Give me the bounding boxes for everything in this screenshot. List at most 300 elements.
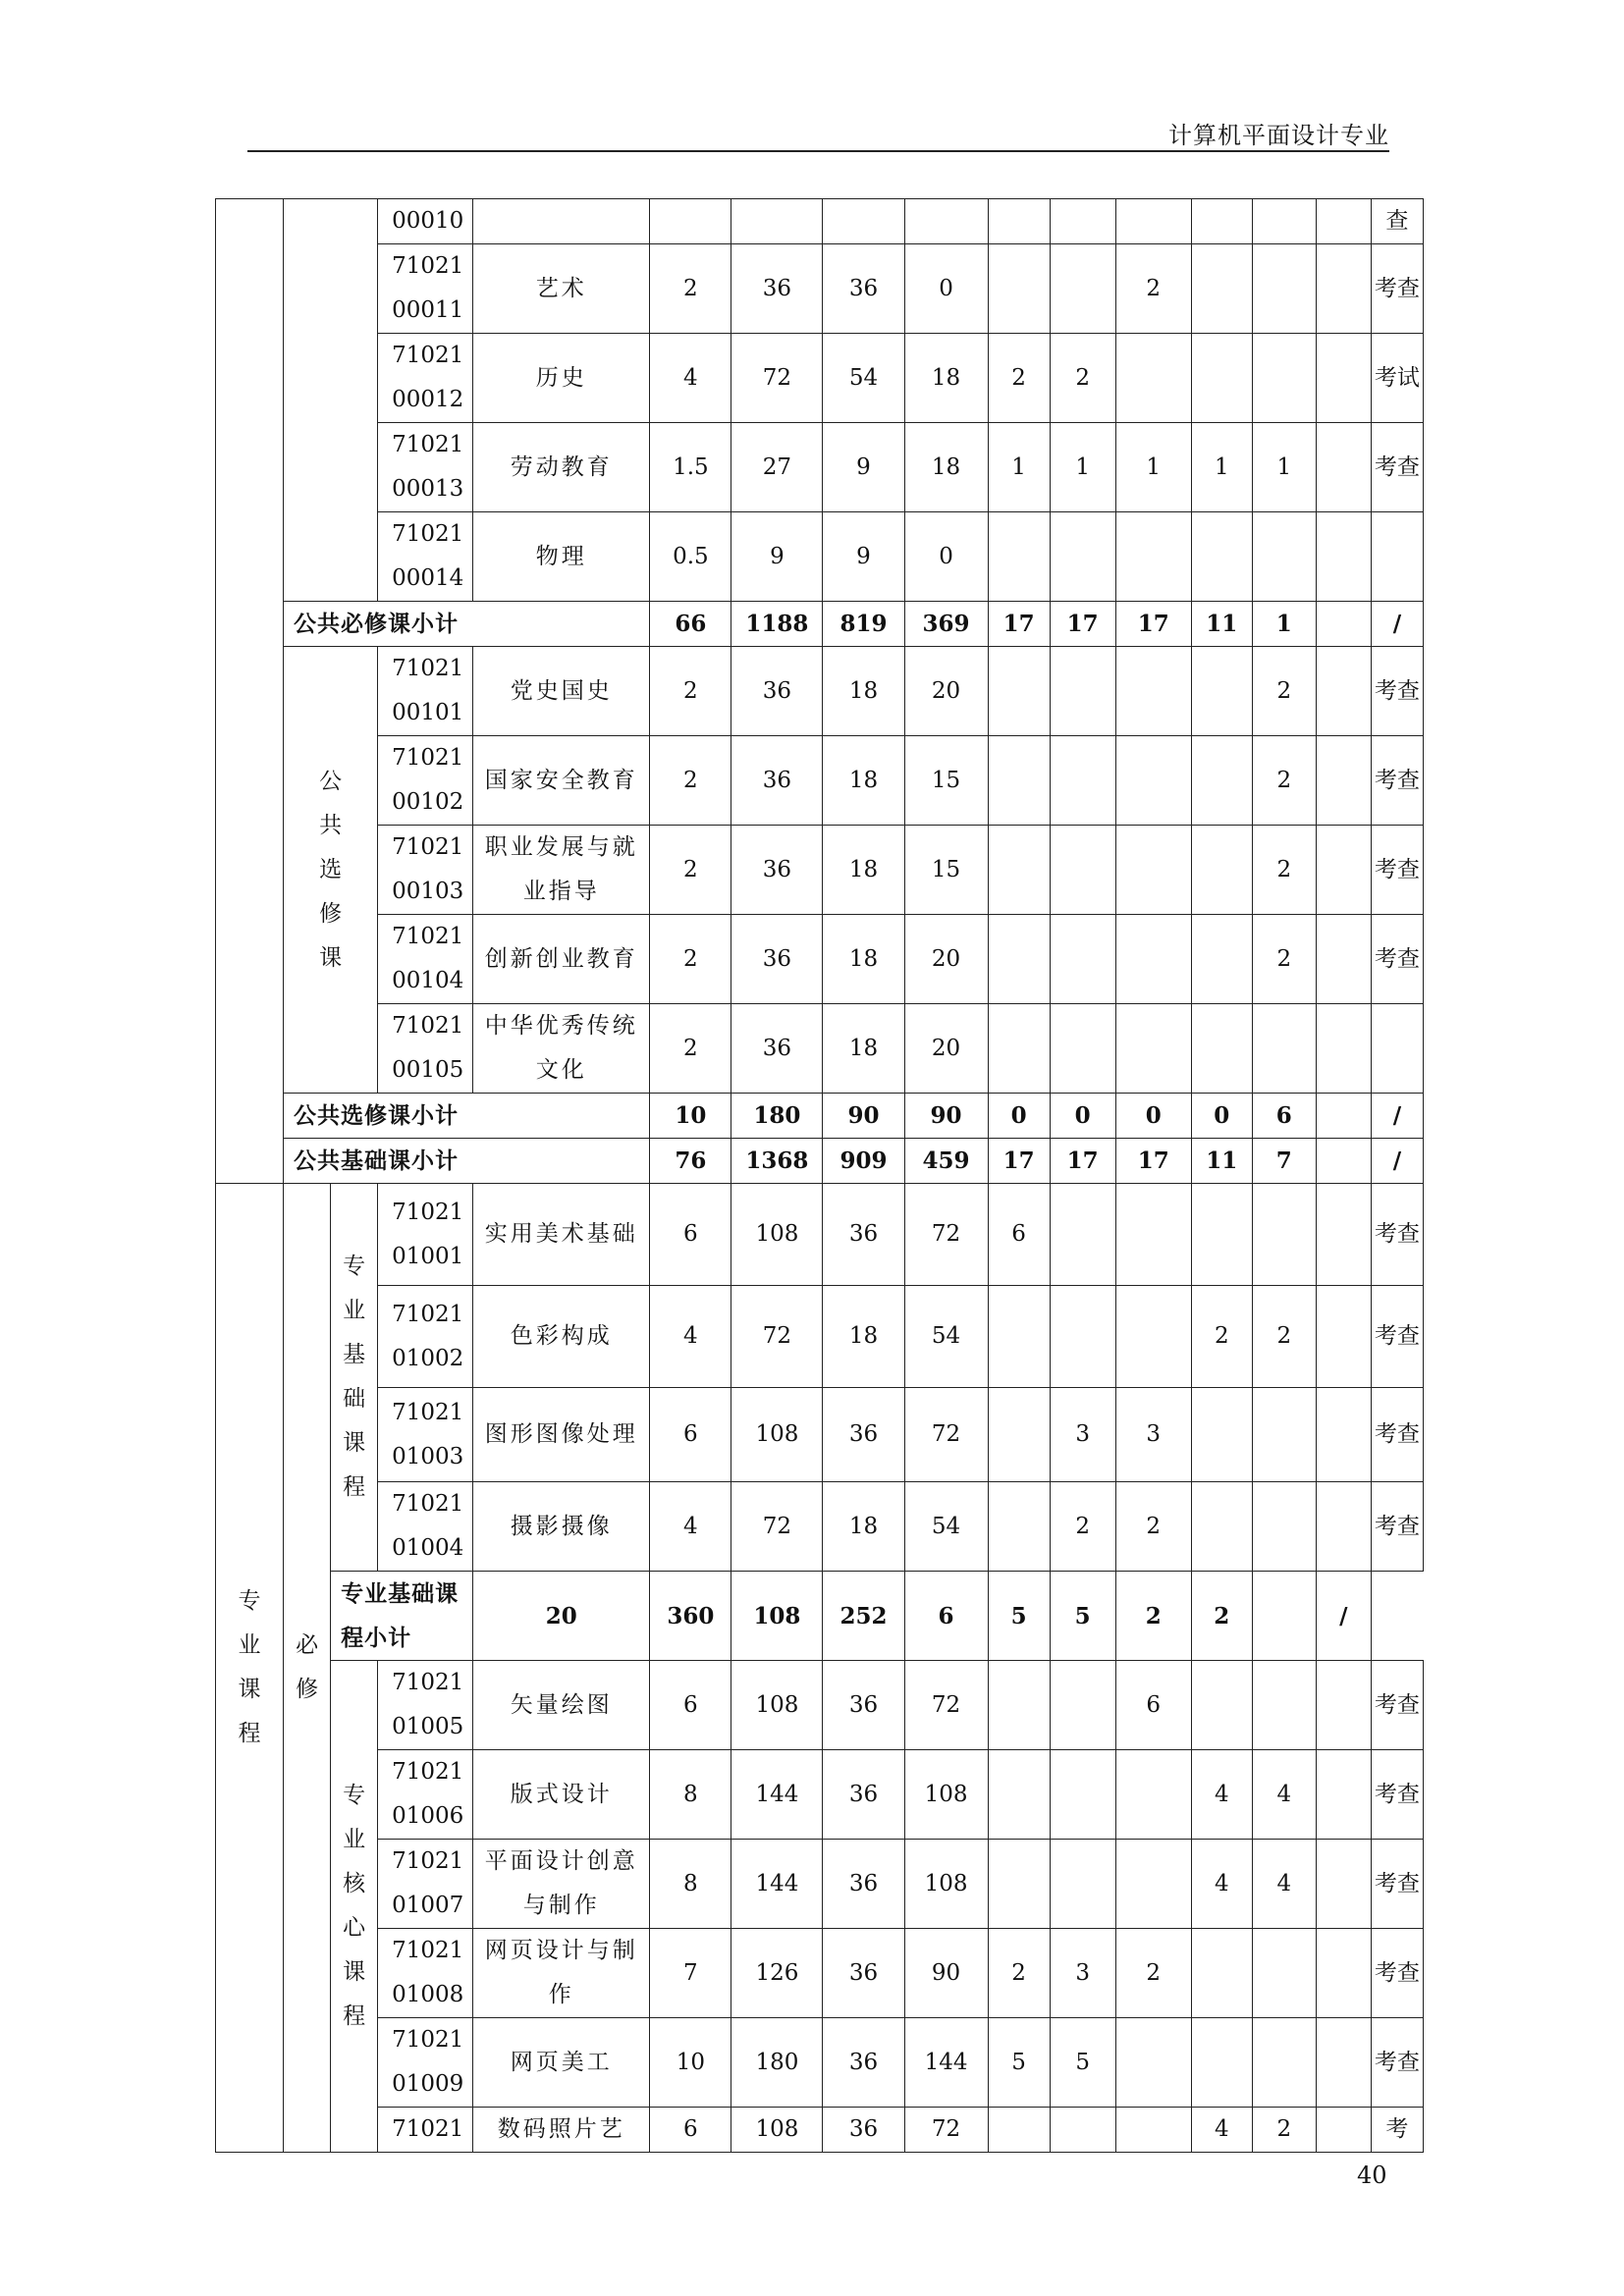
course-s2-cell	[1050, 199, 1115, 244]
course-s1-cell	[988, 199, 1050, 244]
subtotal-s4-cell: 2	[1115, 1572, 1191, 1661]
table-row	[216, 1388, 1424, 1482]
public-elective-category-cell	[284, 647, 378, 1094]
page-number: 40	[1357, 2162, 1387, 2189]
course-name-cell: 历史	[473, 334, 650, 423]
course-s1-cell	[988, 1750, 1050, 1840]
course-total-cell: 144	[731, 1840, 823, 1929]
course-code-cell: 71021 00103	[378, 826, 473, 915]
course-credits-cell: 7	[650, 1929, 731, 2018]
course-code-cell: 71021 00104	[378, 915, 473, 1004]
assessment-method-cell: 考查	[1371, 244, 1423, 334]
course-s4-cell	[1191, 334, 1252, 423]
table-row	[216, 647, 1424, 736]
course-s3-cell	[1115, 1750, 1191, 1840]
course-theory-cell: 18	[823, 647, 904, 736]
course-s6-cell	[1316, 244, 1371, 334]
course-total-cell: 27	[731, 423, 823, 512]
course-s6-cell	[1316, 423, 1371, 512]
course-s3-cell: 3	[1115, 1388, 1191, 1482]
course-s6-cell	[1316, 512, 1371, 602]
course-name-cell: 平面设计创意与制作	[473, 1840, 650, 1929]
course-s5-cell: 2	[1252, 826, 1316, 915]
table-row	[216, 199, 1424, 244]
course-s5-cell	[1252, 1184, 1316, 1286]
subtotal-s6-cell	[1316, 1139, 1371, 1184]
course-name-cell: 摄影摄像	[473, 1482, 650, 1572]
course-s5-cell: 2	[1252, 915, 1316, 1004]
document-header-title: 计算机平面设计专业	[1168, 122, 1389, 149]
course-name-cell: 职业发展与就业指导	[473, 826, 650, 915]
course-total-cell: 108	[731, 2108, 823, 2153]
course-name-cell: 劳动教育	[473, 423, 650, 512]
course-s3-cell: 2	[1115, 1929, 1191, 2018]
public-course-category-cell	[216, 199, 284, 1184]
course-credits-cell: 4	[650, 334, 731, 423]
course-total-cell: 72	[731, 334, 823, 423]
subtotal-s5-cell: 1	[1252, 602, 1316, 647]
course-practice-cell: 18	[904, 334, 988, 423]
subtotal-practice-cell: 369	[904, 602, 988, 647]
course-s4-cell	[1191, 2018, 1252, 2108]
course-theory-cell: 18	[823, 736, 904, 826]
course-s6-cell	[1316, 915, 1371, 1004]
course-s2-cell: 2	[1050, 334, 1115, 423]
table-row	[216, 2108, 1424, 2153]
course-s4-cell	[1191, 736, 1252, 826]
course-s4-cell: 4	[1191, 2108, 1252, 2153]
course-practice-cell: 15	[904, 736, 988, 826]
course-credits-cell: 2	[650, 1004, 731, 1094]
assessment-method-cell: 考查	[1371, 1840, 1423, 1929]
course-practice-cell: 20	[904, 647, 988, 736]
course-total-cell: 36	[731, 244, 823, 334]
course-s1-cell	[988, 244, 1050, 334]
course-s4-cell	[1191, 826, 1252, 915]
subtotal-theory-cell: 909	[823, 1139, 904, 1184]
course-total-cell: 36	[731, 826, 823, 915]
course-s2-cell	[1050, 1840, 1115, 1929]
course-s6-cell	[1316, 199, 1371, 244]
course-s6-cell	[1316, 1004, 1371, 1094]
course-s5-cell	[1252, 1004, 1316, 1094]
course-total-cell: 108	[731, 1388, 823, 1482]
course-theory-cell: 18	[823, 1004, 904, 1094]
subtotal-s3-cell: 17	[1115, 602, 1191, 647]
course-s6-cell	[1316, 1184, 1371, 1286]
course-credits-cell: 0.5	[650, 512, 731, 602]
course-name-cell: 国家安全教育	[473, 736, 650, 826]
course-code-cell: 71021 01002	[378, 1286, 473, 1388]
course-s5-cell	[1252, 1929, 1316, 2018]
course-name-cell: 艺术	[473, 244, 650, 334]
course-name-cell: 物理	[473, 512, 650, 602]
course-s3-cell	[1115, 1004, 1191, 1094]
course-s2-cell	[1050, 1661, 1115, 1750]
course-s4-cell	[1191, 1004, 1252, 1094]
subtotal-row	[216, 1094, 1424, 1139]
course-s1-cell	[988, 1482, 1050, 1572]
course-credits-cell: 6	[650, 1388, 731, 1482]
course-s6-cell	[1316, 647, 1371, 736]
table-row	[216, 334, 1424, 423]
course-s6-cell	[1316, 1840, 1371, 1929]
professional-course-category-cell-text: 专业课程	[238, 1588, 261, 1746]
course-s4-cell	[1191, 1388, 1252, 1482]
table-row	[216, 1004, 1424, 1094]
course-practice-cell: 72	[904, 2108, 988, 2153]
course-s3-cell	[1115, 2108, 1191, 2153]
course-s2-cell: 1	[1050, 423, 1115, 512]
course-s2-cell	[1050, 512, 1115, 602]
course-code-cell: 71021 01004	[378, 1482, 473, 1572]
subtotal-s3-cell: 0	[1115, 1094, 1191, 1139]
course-practice-cell: 15	[904, 826, 988, 915]
course-credits-cell: 4	[650, 1482, 731, 1572]
subtotal-label: 公共选修课小计	[284, 1094, 650, 1139]
course-code-cell: 71021 00011	[378, 244, 473, 334]
compulsory-category-cell-text: 必修	[296, 1632, 319, 1702]
course-s5-cell	[1252, 1482, 1316, 1572]
course-s2-cell	[1050, 2108, 1115, 2153]
compulsory-category-cell	[284, 1184, 331, 2153]
course-theory-cell: 36	[823, 2108, 904, 2153]
header-rule	[247, 150, 1389, 152]
subtotal-credits-cell: 20	[473, 1572, 650, 1661]
course-credits-cell: 2	[650, 647, 731, 736]
course-s4-cell: 4	[1191, 1840, 1252, 1929]
course-s1-cell	[988, 1840, 1050, 1929]
course-s1-cell	[988, 1004, 1050, 1094]
course-credits-cell: 4	[650, 1286, 731, 1388]
course-s2-cell: 3	[1050, 1929, 1115, 2018]
course-s4-cell	[1191, 647, 1252, 736]
course-s4-cell: 1	[1191, 423, 1252, 512]
course-practice-cell: 20	[904, 1004, 988, 1094]
subtotal-theory-cell: 819	[823, 602, 904, 647]
course-credits-cell: 6	[650, 1184, 731, 1286]
course-code-cell: 71021 01007	[378, 1840, 473, 1929]
course-credits-cell: 2	[650, 915, 731, 1004]
course-s6-cell	[1316, 1388, 1371, 1482]
course-s6-cell	[1316, 1661, 1371, 1750]
course-practice-cell	[904, 199, 988, 244]
course-schedule-table	[215, 198, 1424, 2153]
course-s4-cell	[1191, 1661, 1252, 1750]
course-s1-cell: 2	[988, 334, 1050, 423]
course-total-cell: 9	[731, 512, 823, 602]
course-practice-cell: 72	[904, 1661, 988, 1750]
subtotal-s5-cell: 7	[1252, 1139, 1316, 1184]
course-s2-cell	[1050, 826, 1115, 915]
course-theory-cell: 36	[823, 1661, 904, 1750]
course-s4-cell	[1191, 199, 1252, 244]
subtotal-practice-cell: 90	[904, 1094, 988, 1139]
course-practice-cell: 54	[904, 1482, 988, 1572]
course-s6-cell	[1316, 2018, 1371, 2108]
course-practice-cell: 144	[904, 2018, 988, 2108]
course-total-cell: 36	[731, 915, 823, 1004]
subtotal-assessment-cell: /	[1371, 1094, 1423, 1139]
course-table-body	[216, 199, 1424, 2153]
subtotal-s5-cell: 6	[1252, 1094, 1316, 1139]
subtotal-s5-cell: 2	[1191, 1572, 1252, 1661]
course-s2-cell	[1050, 244, 1115, 334]
course-name-cell: 党史国史	[473, 647, 650, 736]
course-total-cell: 72	[731, 1482, 823, 1572]
assessment-method-cell	[1371, 1004, 1423, 1094]
course-s4-cell	[1191, 512, 1252, 602]
assessment-method-cell: 考查	[1371, 1184, 1423, 1286]
course-s1-cell: 5	[988, 2018, 1050, 2108]
table-row	[216, 1184, 1424, 1286]
course-theory-cell: 18	[823, 826, 904, 915]
subtotal-s2-cell: 5	[988, 1572, 1050, 1661]
course-s2-cell	[1050, 1004, 1115, 1094]
professional-basic-group-cell-text: 专业基础课程	[343, 1254, 366, 1500]
course-credits-cell	[650, 199, 731, 244]
table-row	[216, 512, 1424, 602]
assessment-method-cell: 考查	[1371, 1929, 1423, 2018]
course-s5-cell: 2	[1252, 2108, 1316, 2153]
course-s3-cell: 1	[1115, 423, 1191, 512]
course-s2-cell: 2	[1050, 1482, 1115, 1572]
course-total-cell: 108	[731, 1184, 823, 1286]
course-total-cell: 108	[731, 1661, 823, 1750]
subtotal-s3-cell: 5	[1050, 1572, 1115, 1661]
table-row	[216, 826, 1424, 915]
course-s5-cell: 4	[1252, 1840, 1316, 1929]
course-theory-cell: 18	[823, 1482, 904, 1572]
assessment-method-cell: 考查	[1371, 736, 1423, 826]
course-practice-cell: 0	[904, 244, 988, 334]
course-s4-cell	[1191, 1482, 1252, 1572]
course-s3-cell	[1115, 736, 1191, 826]
course-name-cell: 图形图像处理	[473, 1388, 650, 1482]
course-practice-cell: 72	[904, 1388, 988, 1482]
course-practice-cell: 18	[904, 423, 988, 512]
course-theory-cell: 36	[823, 1840, 904, 1929]
course-s4-cell	[1191, 1184, 1252, 1286]
assessment-method-cell: 考查	[1371, 2018, 1423, 2108]
course-s5-cell	[1252, 2018, 1316, 2108]
table-row	[216, 915, 1424, 1004]
subtotal-label: 公共基础课小计	[284, 1139, 650, 1184]
course-s3-cell: 2	[1115, 244, 1191, 334]
assessment-method-cell: 考查	[1371, 423, 1423, 512]
course-code-cell: 71021 01006	[378, 1750, 473, 1840]
course-theory-cell: 9	[823, 512, 904, 602]
assessment-method-cell: 考	[1371, 2108, 1423, 2153]
course-code-cell: 71021 01003	[378, 1388, 473, 1482]
course-s5-cell	[1252, 244, 1316, 334]
course-s2-cell	[1050, 1750, 1115, 1840]
course-name-cell: 网页美工	[473, 2018, 650, 2108]
professional-core-group-cell-text: 专业核心课程	[343, 1783, 366, 2029]
course-credits-cell: 2	[650, 244, 731, 334]
course-code-cell: 71021	[378, 2108, 473, 2153]
course-s2-cell	[1050, 1184, 1115, 1286]
course-s3-cell	[1115, 512, 1191, 602]
subtotal-theory-cell: 108	[731, 1572, 823, 1661]
course-s5-cell	[1252, 512, 1316, 602]
course-s1-cell	[988, 736, 1050, 826]
subtotal-s2-cell: 17	[1050, 1139, 1115, 1184]
assessment-method-cell: 考查	[1371, 1482, 1423, 1572]
course-credits-cell: 1.5	[650, 423, 731, 512]
subtotal-s2-cell: 17	[1050, 602, 1115, 647]
course-theory-cell: 36	[823, 1929, 904, 2018]
subtotal-row	[216, 1572, 1424, 1661]
course-s3-cell: 6	[1115, 1661, 1191, 1750]
assessment-method-cell: 考查	[1371, 1661, 1423, 1750]
course-name-cell: 创新创业教育	[473, 915, 650, 1004]
course-total-cell: 36	[731, 1004, 823, 1094]
course-credits-cell: 2	[650, 826, 731, 915]
professional-basic-group-cell	[331, 1184, 378, 1572]
course-practice-cell: 54	[904, 1286, 988, 1388]
course-code-cell: 71021 00105	[378, 1004, 473, 1094]
table-row	[216, 1661, 1424, 1750]
course-s5-cell	[1252, 199, 1316, 244]
assessment-method-cell: 考查	[1371, 1286, 1423, 1388]
course-s6-cell	[1316, 1929, 1371, 2018]
course-s3-cell	[1115, 1184, 1191, 1286]
course-theory-cell: 36	[823, 1388, 904, 1482]
subtotal-label: 专业基础课程小计	[331, 1572, 473, 1661]
public-elective-category-cell-text: 公共选修课	[319, 768, 343, 971]
course-practice-cell: 0	[904, 512, 988, 602]
subtotal-assessment-cell: /	[1371, 1139, 1423, 1184]
table-row	[216, 1750, 1424, 1840]
course-code-cell: 71021 00014	[378, 512, 473, 602]
subtotal-credits-cell: 66	[650, 602, 731, 647]
subtotal-s4-cell: 11	[1191, 602, 1252, 647]
course-s2-cell: 3	[1050, 1388, 1115, 1482]
course-total-cell: 72	[731, 1286, 823, 1388]
subtotal-s6-cell	[1252, 1572, 1316, 1661]
table-row	[216, 736, 1424, 826]
course-code-cell: 71021 00013	[378, 423, 473, 512]
course-s3-cell	[1115, 647, 1191, 736]
course-s1-cell: 2	[988, 1929, 1050, 2018]
subtotal-row	[216, 602, 1424, 647]
course-practice-cell: 72	[904, 1184, 988, 1286]
course-credits-cell: 8	[650, 1750, 731, 1840]
subtotal-practice-cell: 252	[823, 1572, 904, 1661]
course-name-cell	[473, 199, 650, 244]
assessment-method-cell: 考查	[1371, 1750, 1423, 1840]
table-row	[216, 244, 1424, 334]
course-total-cell	[731, 199, 823, 244]
course-s6-cell	[1316, 1482, 1371, 1572]
subtotal-label: 公共必修课小计	[284, 602, 650, 647]
assessment-method-cell: 查	[1371, 199, 1423, 244]
course-s6-cell	[1316, 334, 1371, 423]
course-s5-cell	[1252, 1661, 1316, 1750]
subtotal-assessment-cell: /	[1371, 602, 1423, 647]
course-code-cell: 00010	[378, 199, 473, 244]
table-row	[216, 1286, 1424, 1388]
course-credits-cell: 6	[650, 1661, 731, 1750]
subtotal-s1-cell: 6	[904, 1572, 988, 1661]
course-practice-cell: 90	[904, 1929, 988, 2018]
course-s5-cell: 2	[1252, 736, 1316, 826]
assessment-method-cell: 考试	[1371, 334, 1423, 423]
course-theory-cell: 9	[823, 423, 904, 512]
course-name-cell: 矢量绘图	[473, 1661, 650, 1750]
course-theory-cell: 18	[823, 1286, 904, 1388]
course-s1-cell	[988, 1286, 1050, 1388]
course-s3-cell	[1115, 199, 1191, 244]
assessment-method-cell: 考查	[1371, 647, 1423, 736]
course-code-cell: 71021 01005	[378, 1661, 473, 1750]
course-s1-cell: 6	[988, 1184, 1050, 1286]
assessment-method-cell: 考查	[1371, 826, 1423, 915]
course-theory-cell: 54	[823, 334, 904, 423]
course-s3-cell	[1115, 1286, 1191, 1388]
course-total-cell: 144	[731, 1750, 823, 1840]
course-s1-cell	[988, 647, 1050, 736]
course-theory-cell: 18	[823, 915, 904, 1004]
course-s6-cell	[1316, 736, 1371, 826]
course-theory-cell: 36	[823, 2018, 904, 2108]
course-s1-cell: 1	[988, 423, 1050, 512]
course-credits-cell: 10	[650, 2018, 731, 2108]
course-practice-cell: 108	[904, 1840, 988, 1929]
course-theory-cell: 36	[823, 244, 904, 334]
course-credits-cell: 6	[650, 2108, 731, 2153]
course-s2-cell	[1050, 647, 1115, 736]
course-theory-cell: 36	[823, 1750, 904, 1840]
course-s1-cell	[988, 1388, 1050, 1482]
course-s1-cell	[988, 1661, 1050, 1750]
table-row	[216, 1929, 1424, 2018]
course-credits-cell: 2	[650, 736, 731, 826]
subtotal-s1-cell: 17	[988, 602, 1050, 647]
course-code-cell: 71021 01009	[378, 2018, 473, 2108]
table-row	[216, 2018, 1424, 2108]
course-s5-cell	[1252, 1388, 1316, 1482]
subtotal-s4-cell: 0	[1191, 1094, 1252, 1139]
subtotal-total-cell: 360	[650, 1572, 731, 1661]
course-s3-cell: 2	[1115, 1482, 1191, 1572]
course-total-cell: 36	[731, 647, 823, 736]
course-s5-cell: 2	[1252, 647, 1316, 736]
course-s4-cell: 2	[1191, 1286, 1252, 1388]
course-name-cell: 网页设计与制作	[473, 1929, 650, 2018]
course-s1-cell	[988, 512, 1050, 602]
table-row	[216, 1840, 1424, 1929]
course-theory-cell	[823, 199, 904, 244]
course-s4-cell: 4	[1191, 1750, 1252, 1840]
subtotal-s6-cell	[1316, 1094, 1371, 1139]
course-total-cell: 36	[731, 736, 823, 826]
course-s3-cell	[1115, 334, 1191, 423]
subtotal-s4-cell: 11	[1191, 1139, 1252, 1184]
course-s1-cell	[988, 826, 1050, 915]
course-s2-cell	[1050, 1286, 1115, 1388]
subtotal-s1-cell: 17	[988, 1139, 1050, 1184]
subtotal-assessment-cell: /	[1316, 1572, 1371, 1661]
subtotal-total-cell: 180	[731, 1094, 823, 1139]
course-code-cell: 71021 01008	[378, 1929, 473, 2018]
table-row	[216, 1482, 1424, 1572]
course-s3-cell	[1115, 2018, 1191, 2108]
subtotal-total-cell: 1368	[731, 1139, 823, 1184]
subtotal-total-cell: 1188	[731, 602, 823, 647]
course-code-cell: 71021 00012	[378, 334, 473, 423]
